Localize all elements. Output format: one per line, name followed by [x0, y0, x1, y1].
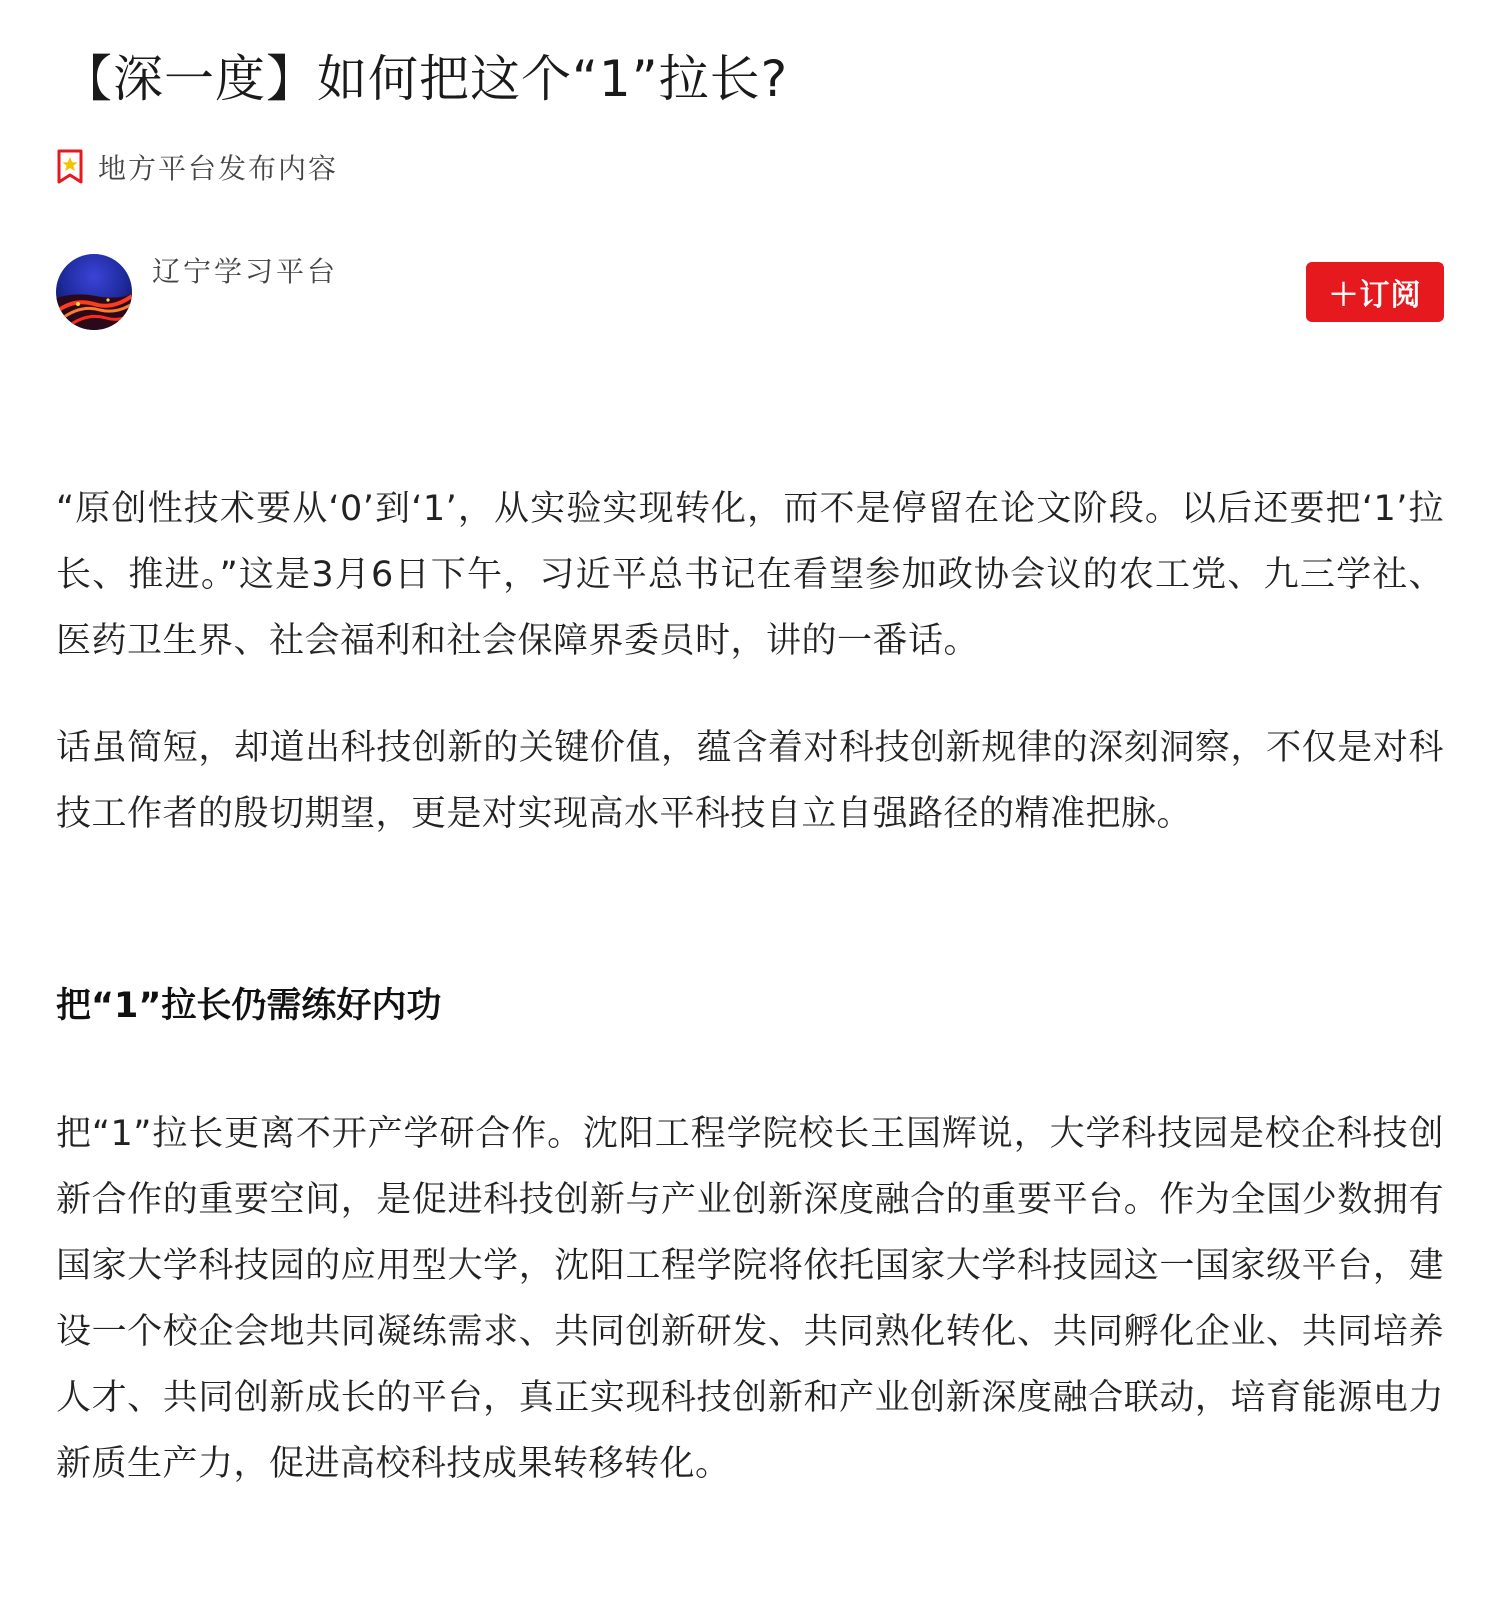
source-tag — [56, 147, 338, 187]
section-heading: 把“1”拉长仍需练好内功 — [56, 986, 442, 1026]
paragraph: 话虽简短，却道出科技创新的关键价值，蕴含着对科技创新规律的深刻洞察，不仅是对科技工作者的殷切期望，更是对实现高水平科技自立自强路径的精准把脉。 — [56, 728, 1444, 834]
subscribe-button[interactable]: ＋订阅 — [1306, 262, 1444, 322]
author-row — [56, 254, 1444, 334]
bookmark-star-icon — [56, 149, 84, 185]
article-body — [56, 476, 1444, 1497]
author-avatar[interactable] — [56, 254, 132, 330]
paragraph: “原创性技术要从‘0’到‘1’，从实验实现转化，而不是停留在论文阶段。以后还要把‘1’拉长、推进。”这是3月6日下午，习近平总书记在看望参加政协会议的农工党、九三学社、医药卫生界、社会福利和社会保障界委员时，讲的一番话。 — [56, 489, 1444, 661]
article-title: 【深一度】如何把这个“1”拉长? — [62, 50, 789, 108]
author-name[interactable]: 辽宁学习平台 — [152, 255, 339, 288]
paragraph: 把“1”拉长更离不开产学研合作。沈阳工程学院校长王国辉说，大学科技园是校企科技创新合作的重要空间，是促进科技创新与产业创新深度融合的重要平台。作为全国少数拥有国家大学科技园的应用型大学，沈阳工程学院将依托国家大学科技园这一国家级平台，建设一个校企会地共同凝练需求、共同创新研发、共同熟化转化、共同孵化企业、共同培养人才、共同创新成长的平台，真正实现科技创新和产业创新深度融合联动，培育能源电力新质生产力，促进高校科技成果转移转化。 — [56, 1114, 1444, 1484]
avatar-night-road-image — [56, 254, 132, 330]
source-tag-label: 地方平台发布内容 — [98, 152, 339, 185]
